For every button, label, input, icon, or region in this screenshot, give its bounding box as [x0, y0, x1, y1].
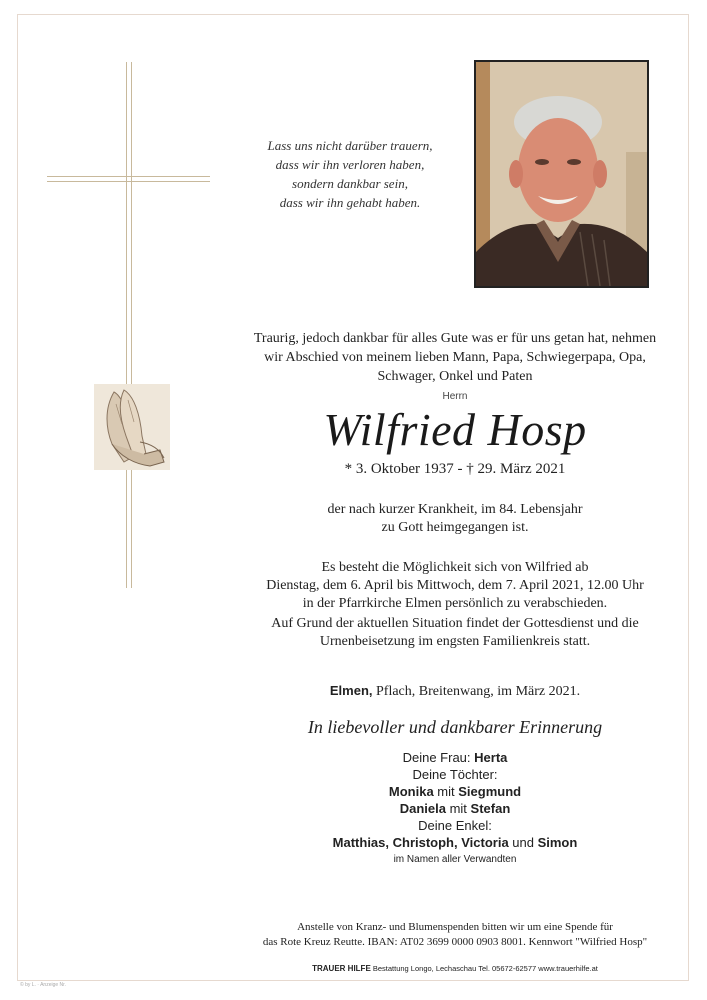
farewell-line: in der Pfarrkirche Elmen persönlich zu verabschieden. — [302, 596, 608, 611]
wife-label: Deine Frau: — [402, 750, 475, 765]
relatives-note: im Namen aller Verwandten — [393, 854, 517, 865]
passing-line: der nach kurzer Krankheit, im 84. Lebensjahr — [327, 502, 583, 517]
intro-line: wir Abschied von meinem lieben Mann, Papa, Schwiegerpapa, Opa, — [264, 350, 646, 365]
conjunction: mit — [433, 784, 459, 799]
conjunction: mit — [445, 801, 471, 816]
conjunction: und — [508, 835, 538, 850]
daughter-name: Daniela — [399, 801, 446, 816]
donation-line: Anstelle von Kranz- und Blumenspenden bitten wir um eine Spende für — [297, 921, 613, 933]
ceremony-line: Urnenbeisetzung im engsten Familienkreis statt. — [319, 634, 591, 649]
footer-brand: TRAUER HILFE — [312, 964, 371, 973]
funeral-home-footer — [200, 964, 707, 973]
farewell-text — [200, 559, 707, 613]
memory-heading: In liebevoller und dankbarer Erinnerung — [307, 717, 603, 737]
quote-line: sondern dankbar sein, — [292, 176, 408, 191]
place-date — [200, 683, 707, 700]
memorial-quote — [236, 136, 464, 212]
wife-name: Herta — [474, 750, 508, 765]
daughter-line — [200, 800, 707, 817]
copyright-note: © by L. · Anzeige Nr. — [20, 982, 66, 988]
family-list — [200, 749, 707, 868]
quote-line: dass wir ihn verloren haben, — [275, 157, 425, 172]
donation-note — [200, 920, 707, 950]
grandchild-name: Matthias, — [332, 835, 389, 850]
intro-line: Schwager, Onkel und Paten — [377, 369, 533, 384]
ceremony-line: Auf Grund der aktuellen Situation findet der Gottesdienst und die — [271, 616, 639, 631]
grandchildren-line — [200, 834, 707, 851]
partner-name: Stefan — [470, 801, 511, 816]
praying-hands-image — [94, 384, 170, 470]
farewell-line: Es besteht die Möglichkeit sich von Wilfried ab — [321, 560, 589, 575]
daughter-name: Monika — [388, 784, 434, 799]
passing-text — [200, 501, 707, 537]
grandchildren-label: Deine Enkel: — [418, 818, 492, 833]
cross-horizontal-beam — [47, 176, 210, 182]
quote-line: Lass uns nicht darüber trauern, — [267, 138, 433, 153]
ceremony-text — [200, 615, 707, 651]
quote-line: dass wir ihn gehabt haben. — [279, 195, 421, 210]
deceased-name: Wilfried Hosp — [323, 404, 587, 455]
place-rest: Pflach, Breitenwang, im März 2021. — [372, 684, 581, 699]
life-dates: * 3. Oktober 1937 - † 29. März 2021 — [344, 461, 566, 477]
intro-line: Traurig, jedoch dankbar für alles Gute was er für uns getan hat, nehmen — [253, 331, 657, 346]
portrait-photo — [474, 60, 649, 288]
place-bold: Elmen, — [329, 683, 373, 698]
cross-vertical-beam — [126, 62, 132, 588]
wife-line — [200, 749, 707, 766]
donation-line: das Rote Kreuz Reutte. IBAN: AT02 3699 0000 0903 8001. Kennwort "Wilfried Hosp" — [262, 936, 648, 948]
grandchild-name: Christoph, — [389, 835, 458, 850]
salutation: Herrn — [442, 391, 468, 402]
partner-name: Siegmund — [458, 784, 522, 799]
intro-text — [200, 329, 707, 386]
farewell-line: Dienstag, dem 6. April bis Mittwoch, dem 7. April 2021, 12.00 Uhr — [266, 578, 644, 593]
footer-text: Bestattung Longo, Lechaschau Tel. 05672-62577 www.trauerhilfe.at — [370, 964, 598, 973]
passing-line: zu Gott heimgegangen ist. — [381, 520, 529, 535]
daughter-line — [200, 783, 707, 800]
daughters-label: Deine Töchter: — [412, 767, 498, 782]
grandchild-name: Victoria — [457, 835, 509, 850]
grandchild-name: Simon — [537, 835, 578, 850]
